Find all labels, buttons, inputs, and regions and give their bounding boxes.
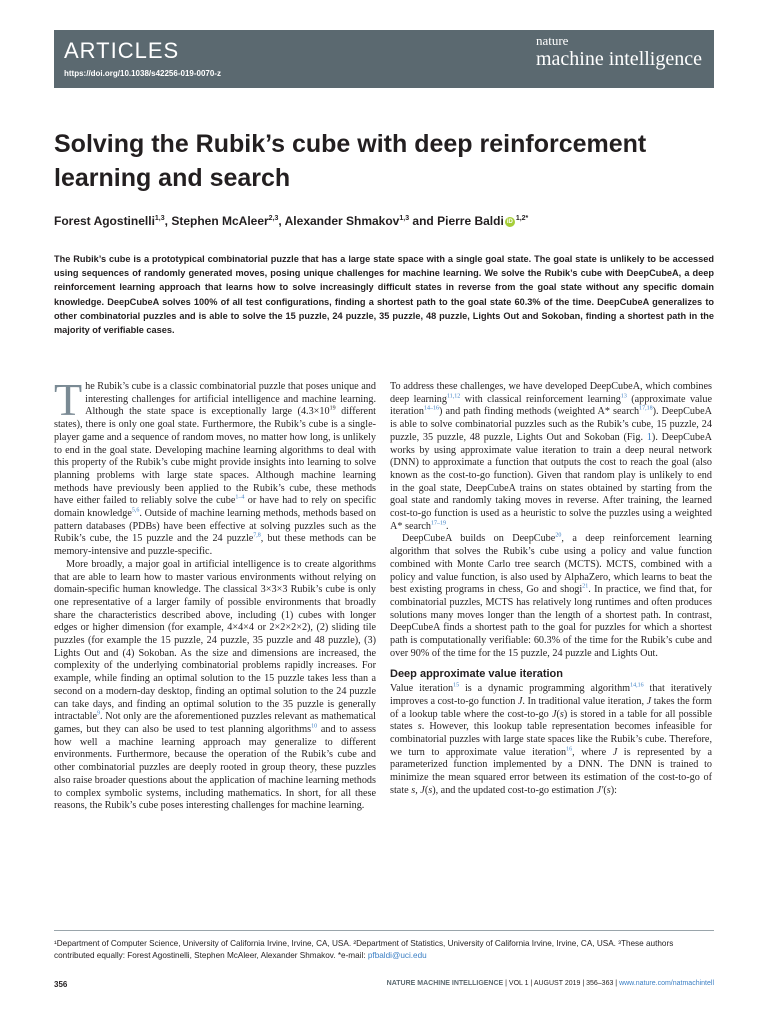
text-run: is represented by a parameterized function implemented by a DNN. The DNN is trained to minimize the mean squared error between its estimation of the cost-to-go of state xyxy=(390,746,713,796)
text-run: DeepCubeA builds on DeepCube xyxy=(402,533,556,545)
text-run: ) and path finding methods (weighted A* search xyxy=(438,406,640,418)
author-name: Forest Agostinelli xyxy=(54,214,155,228)
text-run: J xyxy=(646,695,652,707)
citation-ref[interactable]: 1–4 xyxy=(235,494,245,501)
corresponding-email-link[interactable]: pfbaldi@uci.edu xyxy=(367,951,427,960)
text-run: , xyxy=(415,784,421,796)
body-column-left xyxy=(54,374,376,813)
paragraph xyxy=(54,374,376,559)
paragraph xyxy=(54,559,376,813)
text-run: different states), there is only one goal state. Furthermore, the Rubik’s cube is a single-player game and a sequence of random moves, no matter how long, is unlikely to end in the goal state. Developing machine learning algorithms to deal with this property of the Rubik’s cube might provide insights into learning to solve planning problems with large state spaces. Although machine learning methods have previously been applied to the Rubik’s cube, these methods have either failed to reliably solve the cube xyxy=(54,406,376,507)
footer-issue: | VOL 1 | AUGUST 2019 | 356–363 | xyxy=(503,980,620,987)
citation-ref[interactable]: 21 xyxy=(582,583,589,590)
drop-cap: T xyxy=(54,374,83,425)
author-list xyxy=(54,214,714,228)
citation-ref[interactable]: 16 xyxy=(566,746,573,753)
header-band xyxy=(54,30,714,88)
footer-journal: NATURE MACHINE INTELLIGENCE xyxy=(386,980,504,987)
citation-ref[interactable]: 17,18 xyxy=(639,406,653,413)
citation-ref[interactable]: 20 xyxy=(555,533,562,540)
text-run: ( xyxy=(556,708,560,720)
paragraph xyxy=(390,683,712,797)
footnote-divider xyxy=(54,930,714,931)
text-run: . In traditional value iteration, xyxy=(522,695,647,707)
citation-ref[interactable]: 15 xyxy=(453,682,460,689)
text-run: . Not only are the aforementioned puzzles relevant as mathematical games, but they can also be used to test planning algorithms xyxy=(54,711,376,735)
author-affiliation: 1,2* xyxy=(515,215,529,222)
orcid-icon[interactable]: iD xyxy=(506,218,513,225)
section-heading: Deep approximate value iteration xyxy=(390,668,563,681)
text-run: . xyxy=(446,520,449,532)
text-run: J xyxy=(420,784,425,796)
author-name: Pierre Baldi xyxy=(437,214,504,228)
text-run: To address these challenges, we have developed DeepCubeA, which combines deep learning xyxy=(390,381,712,405)
text-run: J xyxy=(517,695,523,707)
text-run: ( xyxy=(603,784,607,796)
text-run: ): xyxy=(610,784,617,796)
text-run: More broadly, a major goal in artificial intelligence is to create algorithms that are able to learn how to master various environments without relying on domain-specific human knowledge. The classical 3×3×3 Rubik’s cube is only one representative of a larger family of possible environments that broadly share the characteristics described above, including (1) cubes with longer edges or higher dimension (for example, 4×4×4 or 2×2×2×2), (2) sliding tile puzzles (for example the 15 puzzle, 24 puzzle, 35 puzzle and 48 puzzle), (3) Lights Out and (4) Sokoban. As the size and dimensions are increased, the complexity of the underlying combinatorial problems rapidly increases. For example, while finding an optimal solution to the 15 puzzle takes less than a second on a modern-day desktop, finding an optimal solution to the 24 puzzle can take days, and finding an optimal solution to the 35 puzzle is generally intractable xyxy=(54,558,376,723)
text-run: and to assess how well a machine learning approach may generalize to different environments. Furthermore, because the operation of the Rubik’s cube and other combinatorial puzzles are deeply rooted in group theory, these puzzles also raise broader questions about the application of machine learning methods to complex symbolic systems, including mathematics. In short, for all these reasons, the Rubik’s cube poses interesting challenges for machine learning. xyxy=(54,723,376,812)
paragraph xyxy=(390,381,712,533)
text-run: ). DeepCubeA works by using approximate value iteration to train a deep neural network (DNN) to approximate a function that outputs the cost to reach the goal (also known as the cost-to-go function). Given that random play is unlikely to end in the goal state, DeepCubeA trains on states obtained by starting from the goal state and randomly taking moves in reverse. After training, the learned cost-to-go function is used as a heuristic to solve the puzzles using a weighted A* search xyxy=(390,431,713,532)
author-separator: , xyxy=(278,214,285,228)
citation-ref[interactable]: 10 xyxy=(311,723,318,730)
text-run: or have had to rely on specific domain knowledge xyxy=(54,495,376,520)
text-run: J xyxy=(551,708,557,720)
text-run: . In practice, we find that, for combinatorial puzzles, MCTS has relatively long runtimes and often produces solutions many moves longer than the length of a shortest path. In contrast, DeepCubeA finds a shortest path to the goal for puzzles for which a shortest path is computationally verifiable: 60.3% of the time for the Rubik’s cube and over 90% of the time for the 15 puzzle, 24 puzzle and Lights Out. xyxy=(390,584,712,659)
text-run: 19 xyxy=(329,406,336,413)
text-run: is a dynamic programming algorithm xyxy=(459,683,631,695)
page-number: 356 xyxy=(54,980,68,989)
citation-ref[interactable]: 9 xyxy=(97,710,100,717)
text-run: , where xyxy=(572,746,613,758)
footnote-text: ¹Department of Computer Science, University of California Irvine, Irvine, CA, USA. ²Department of Statistics, University of California Irvine, Irvine, CA, USA. ³These authors contributed equally: Forest Agostinelli, Stephen McAleer, Alexander Shmakov. *e-mail: xyxy=(54,939,674,960)
text-run: , a deep reinforcement learning algorithm that solves the Rubik’s cube using a policy and value function combined with Monte Carlo tree search (MCTS). MCTS, combined with a policy and value function, is also used by AlphaZero, which learns to beat the best existing programs in chess, Go and shogi xyxy=(390,533,713,596)
text-run: ), and the updated cost-to-go estimation xyxy=(432,784,597,796)
journal-logo-name: machine intelligence xyxy=(535,48,702,70)
journal-logo[interactable] xyxy=(536,34,702,70)
text-run: ) is stored in a table for all possible states xyxy=(390,708,712,733)
author-separator: , xyxy=(164,214,172,228)
text-run: , but these methods can be memory-intensive and puzzle-specific. xyxy=(54,533,376,558)
affiliations-footnote xyxy=(54,938,714,962)
text-run: J′ xyxy=(596,784,604,796)
journal-logo-nature: nature xyxy=(535,33,569,48)
citation-ref[interactable]: 7,8 xyxy=(253,533,261,540)
text-run: s xyxy=(428,784,433,796)
author-separator: and xyxy=(409,214,438,228)
text-run: . Outside of machine learning methods, methods based on pattern databases (PDBs) have been effective at solving puzzles such as the Rubik’s cube, the 15 puzzle and the 24 puzzle xyxy=(54,508,376,545)
author-name: Alexander Shmakov xyxy=(284,214,400,228)
footer-url-link[interactable]: www.nature.com/natmachintell xyxy=(619,980,714,987)
abstract: The Rubik’s cube is a prototypical combinatorial puzzle that has a large state space with a single goal state. The goal state is unlikely to be accessed using sequences of randomly generated moves, posing unique challenges for machine learning. We solve the Rubik’s cube with DeepCubeA, a deep reinforcement learning approach that learns how to solve increasingly difficult states in reverse from the goal state without any specific domain knowledge. DeepCubeA solves 100% of all test configurations, finding a shortest path to the goal state 60.3% of the time. DeepCubeA generalizes to other combinatorial puzzles and is able to solve the 15 puzzle, 24 puzzle, 35 puzzle, 48 puzzle, Lights Out and Sokoban, finding a shortest path in the majority of verifiable cases. xyxy=(54,254,714,336)
author-affiliation: 1,3 xyxy=(154,215,165,222)
section-label: ARTICLES xyxy=(64,38,180,63)
body-column-right xyxy=(390,381,712,798)
text-run: with classical reinforcement learning xyxy=(460,393,621,405)
paragraph xyxy=(390,533,712,660)
text-run: ( xyxy=(424,784,429,796)
author-affiliation: 1,3 xyxy=(399,215,410,222)
text-run: J xyxy=(612,746,618,758)
text-run: s xyxy=(411,784,416,796)
citation-ref[interactable]: 14–16 xyxy=(423,406,439,413)
text-run: s xyxy=(606,784,611,796)
citation-ref[interactable]: 14,16 xyxy=(630,682,644,689)
text-run: that iteratively improves a cost-to-go function xyxy=(390,683,713,707)
text-run: takes the form of a lookup table where the cost-to-go xyxy=(390,695,712,720)
citation-ref[interactable]: 13 xyxy=(620,393,627,400)
text-run: s xyxy=(417,721,422,733)
author-affiliation: 2,3 xyxy=(268,215,279,222)
footer-citation xyxy=(387,980,714,987)
text-run: Value iteration xyxy=(390,683,454,695)
text-run: ). DeepCubeA is able to solve combinatorial puzzles such as the Rubik’s cube, 15 puzzle, 24 puzzle, 35 puzzle, 48 puzzle, Lights Out and Sokoban (Fig. xyxy=(390,406,712,443)
text-run: s xyxy=(559,708,564,720)
citation-ref[interactable]: 11,12 xyxy=(446,393,461,400)
citation-ref[interactable]: 17–19 xyxy=(431,520,447,527)
article-title: Solving the Rubik’s cube with deep reinforcement learning and search xyxy=(54,130,647,192)
text-run: (approximate value iteration xyxy=(390,393,713,418)
text-run: he Rubik’s cube is a classic combinatorial puzzle that poses unique and interesting challenges for artificial intelligence and machine learning. Although the state space is exceptionally large (4.3×10 xyxy=(85,381,376,418)
author-name: Stephen McAleer xyxy=(171,214,269,228)
citation-ref[interactable]: 1 xyxy=(646,431,652,443)
doi-link[interactable]: https://doi.org/10.1038/s42256-019-0070-z xyxy=(64,69,221,78)
text-run: . However, this lookup table representation becomes infeasible for combinatorial puzzles with large state spaces like the Rubik’s cube. Therefore, we turn to approximate value iteration xyxy=(390,721,712,758)
citation-ref[interactable]: 5,6 xyxy=(131,507,140,514)
